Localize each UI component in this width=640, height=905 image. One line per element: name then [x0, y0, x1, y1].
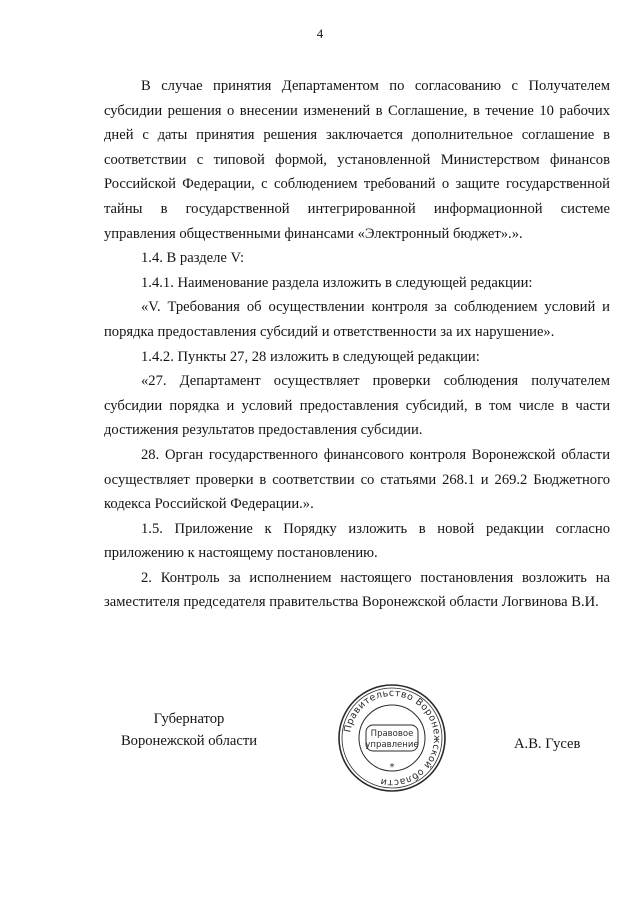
page-number: 4 [316, 26, 324, 41]
body-text [104, 74, 610, 615]
signatory-title-line-2: Воронежской области [120, 733, 258, 749]
official-seal [336, 682, 448, 794]
signatory-title-line-1: Губернатор [153, 711, 225, 727]
seal-inner-text-2: управление [365, 740, 419, 750]
paragraph-1: В случае принятия Департаментом по согласованию с Получателем субсидии решения о внесении изменений в Соглашение, в течение 10 рабочих дней с даты принятия решения заключается дополнительное соглашение в соответствии с типовой формой, установленной Министерством финансов Российской Федерации, с соблюдением требований о защите государственной тайны в государственной интегрированной информационной системе управления общественными финансами «Электронный бюджет».». [104, 78, 610, 242]
signatory-title [104, 708, 274, 752]
paragraph-2: 1.4. В разделе V: [141, 250, 245, 267]
paragraph-7: 28. Орган государственного финансового контроля Воронежской области осуществляет проверки в соответствии со статьями 268.1 и 269.2 Бюджетного кодекса Российской Федерации.». [104, 446, 610, 513]
seal-inner-text-1: Правовое [370, 729, 414, 739]
paragraph-8: 1.5. Приложение к Порядку изложить в новой редакции согласно приложению к настоящему постановлению. [104, 520, 610, 562]
paragraph-5: 1.4.2. Пункты 27, 28 изложить в следующей редакции: [141, 348, 480, 365]
paragraph-3: 1.4.1. Наименование раздела изложить в следующей редакции: [141, 274, 533, 291]
paragraph-6: «27. Департамент осуществляет проверки соблюдения получателем субсидии порядка и условий предоставления субсидий, в том числе в части достижения результатов предоставления субсидии. [104, 373, 610, 439]
paragraph-4: «V. Требования об осуществлении контроля за соблюдением условий и порядка предоставления субсидий и ответственности за их нарушение». [104, 299, 610, 340]
signatory-name: А.В. Гусев [514, 736, 581, 752]
seal-star: * [389, 762, 395, 773]
paragraph-9: 2. Контроль за исполнением настоящего постановления возложить на заместителя председателя правительства Воронежской области Логвинова В.И. [104, 569, 610, 611]
seal-outer-text: Правительство Воронежской области [342, 687, 443, 789]
